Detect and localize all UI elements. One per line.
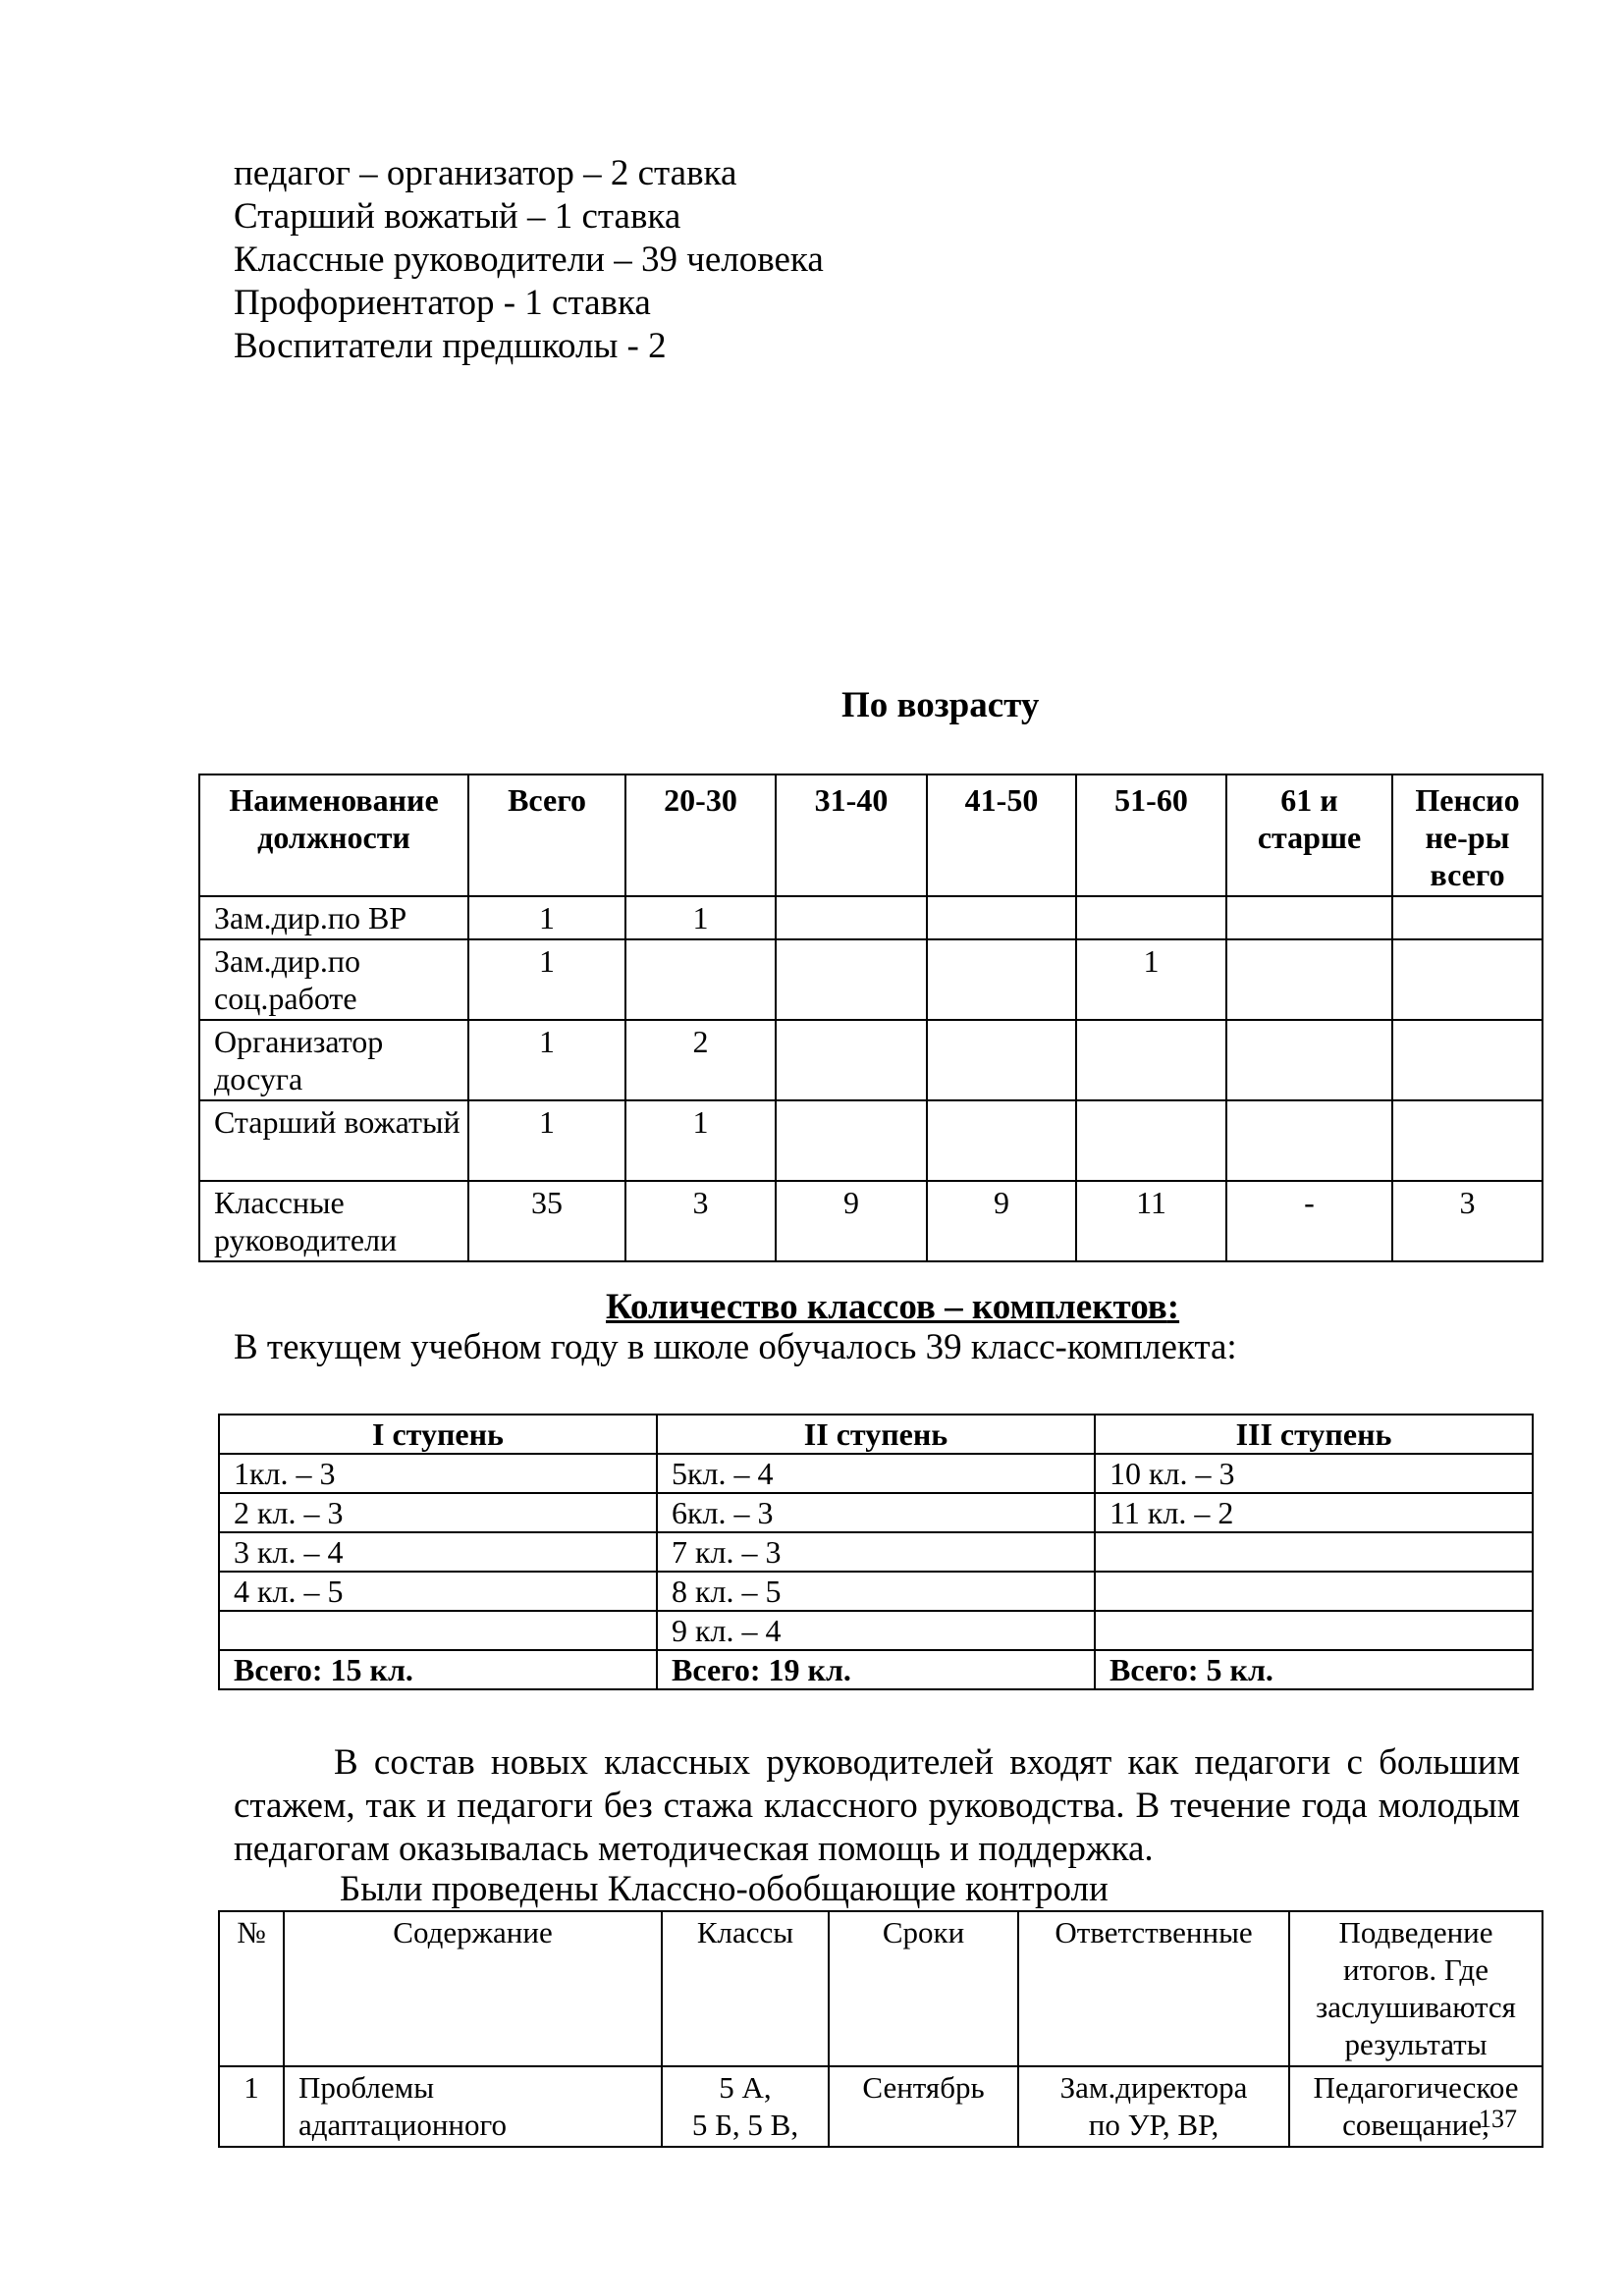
header-responsible: Ответственные [1018, 1911, 1289, 2066]
table-cell [1226, 1020, 1392, 1100]
table-cell: 9 кл. – 4 [657, 1611, 1095, 1650]
table-cell: 5 А, 5 Б, 5 В, [662, 2066, 829, 2147]
table-cell: 1кл. – 3 [219, 1454, 657, 1493]
table-cell: 2 [625, 1020, 776, 1100]
table-row [219, 1532, 1533, 1572]
table-cell [219, 1611, 657, 1650]
table-cell: 3 кл. – 4 [219, 1532, 657, 1572]
table-cell [1226, 896, 1392, 939]
table-cell: 3 [1392, 1181, 1543, 1261]
table-cell: 2 кл. – 3 [219, 1493, 657, 1532]
table-cell: - [1226, 1181, 1392, 1261]
controls-intro: Были проведены Классно-обобщающие контроли [340, 1869, 1109, 1909]
table-cell: Педагогическое совещание, [1289, 2066, 1543, 2147]
header-age-41-50: 41-50 [927, 774, 1076, 896]
header-position: Наименование должности [199, 774, 468, 896]
header-number: № [219, 1911, 284, 2066]
header-dates: Сроки [829, 1911, 1018, 2066]
table-cell: 1 [1076, 939, 1226, 1020]
age-table-header-row [199, 774, 1543, 896]
header-pensioners: Пенсио не-ры всего [1392, 774, 1543, 896]
header-results: Подведение итогов. Где заслушиваются результаты [1289, 1911, 1543, 2066]
table-cell [1076, 1100, 1226, 1181]
table-row [219, 1572, 1533, 1611]
table-cell: Сентябрь [829, 2066, 1018, 2147]
table-cell [927, 1020, 1076, 1100]
table-cell: 9 [776, 1181, 927, 1261]
table-row [199, 896, 1543, 939]
table-cell: 9 [927, 1181, 1076, 1261]
classes-header-row [219, 1415, 1533, 1454]
total-cell: Всего: 15 кл. [219, 1650, 657, 1689]
control-table [218, 1910, 1543, 2148]
table-cell [1226, 939, 1392, 1020]
table-cell [927, 896, 1076, 939]
table-cell [1392, 896, 1543, 939]
total-cell: Всего: 19 кл. [657, 1650, 1095, 1689]
table-cell [1392, 939, 1543, 1020]
table-row [199, 1020, 1543, 1100]
header-total: Всего [468, 774, 625, 896]
table-cell: Зам.дир.по соц.работе [199, 939, 468, 1020]
table-cell: 1 [625, 1100, 776, 1181]
table-cell: 1 [468, 1020, 625, 1100]
header-classes: Классы [662, 1911, 829, 2066]
table-cell [1095, 1572, 1533, 1611]
header-age-31-40: 31-40 [776, 774, 927, 896]
header-stage-2: II ступень [657, 1415, 1095, 1454]
staff-line: Классные руководители – 39 человека [234, 240, 824, 280]
staff-line: Воспитатели предшколы - 2 [234, 326, 667, 366]
table-cell [1076, 896, 1226, 939]
age-table [198, 774, 1543, 1262]
table-cell: 3 [625, 1181, 776, 1261]
table-cell: Проблемы адаптационного [284, 2066, 662, 2147]
table-cell [776, 896, 927, 939]
table-cell [625, 939, 776, 1020]
table-cell [927, 1100, 1076, 1181]
table-cell [1392, 1020, 1543, 1100]
total-cell: Всего: 5 кл. [1095, 1650, 1533, 1689]
control-header-row [219, 1911, 1543, 2066]
table-cell: Зам.дир.по ВР [199, 896, 468, 939]
table-cell [1392, 1100, 1543, 1181]
header-stage-3: III ступень [1095, 1415, 1533, 1454]
page-number: 137 [1479, 2105, 1517, 2133]
table-cell: Зам.директора по УР, ВР, [1018, 2066, 1289, 2147]
table-cell [1095, 1532, 1533, 1572]
table-cell: 1 [625, 896, 776, 939]
table-cell: 6кл. – 3 [657, 1493, 1095, 1532]
table-cell: 35 [468, 1181, 625, 1261]
table-row [199, 1181, 1543, 1261]
table-cell: 5кл. – 4 [657, 1454, 1095, 1493]
table-cell: 8 кл. – 5 [657, 1572, 1095, 1611]
header-age-51-60: 51-60 [1076, 774, 1226, 896]
table-row [219, 2066, 1543, 2147]
table-cell: 1 [219, 2066, 284, 2147]
table-cell: 4 кл. – 5 [219, 1572, 657, 1611]
table-cell: Организатор досуга [199, 1020, 468, 1100]
totals-row [219, 1650, 1533, 1689]
classes-intro: В текущем учебном году в школе обучалось 39 класс-комплекта: [234, 1327, 1237, 1367]
header-stage-1: I ступень [219, 1415, 657, 1454]
header-content: Содержание [284, 1911, 662, 2066]
staff-line: Старший вожатый – 1 ставка [234, 196, 681, 237]
table-cell: 11 [1076, 1181, 1226, 1261]
staff-line: педагог – организатор – 2 ставка [234, 153, 737, 193]
table-cell: 1 [468, 939, 625, 1020]
table-row [219, 1611, 1533, 1650]
table-cell: 1 [468, 1100, 625, 1181]
table-cell [776, 939, 927, 1020]
table-row [219, 1493, 1533, 1532]
table-cell [1095, 1611, 1533, 1650]
table-cell: Классные руководители [199, 1181, 468, 1261]
header-age-20-30: 20-30 [625, 774, 776, 896]
table-row [199, 939, 1543, 1020]
table-cell [776, 1020, 927, 1100]
staff-line: Профориентатор - 1 ставка [234, 283, 651, 323]
header-age-61-plus: 61 и старше [1226, 774, 1392, 896]
table-cell: 1 [468, 896, 625, 939]
table-cell [1076, 1020, 1226, 1100]
table-row [199, 1100, 1543, 1181]
table-cell: Старший вожатый [199, 1100, 468, 1181]
table-cell: 11 кл. – 2 [1095, 1493, 1533, 1532]
age-section-title: По возрасту [841, 685, 1040, 725]
table-row [219, 1454, 1533, 1493]
classes-table [218, 1414, 1534, 1690]
body-paragraph: В состав новых классных руководителей входят как педагоги с большим стажем, так и педагоги без стажа классного руководства. В течение года молодым педагогам оказывалась методическая помощь и поддержка. [234, 1742, 1520, 1869]
table-cell [1226, 1100, 1392, 1181]
table-cell [927, 939, 1076, 1020]
table-cell: 10 кл. – 3 [1095, 1454, 1533, 1493]
classes-section-title: Количество классов – комплектов: [606, 1287, 1180, 1327]
table-cell: 7 кл. – 3 [657, 1532, 1095, 1572]
table-cell [776, 1100, 927, 1181]
